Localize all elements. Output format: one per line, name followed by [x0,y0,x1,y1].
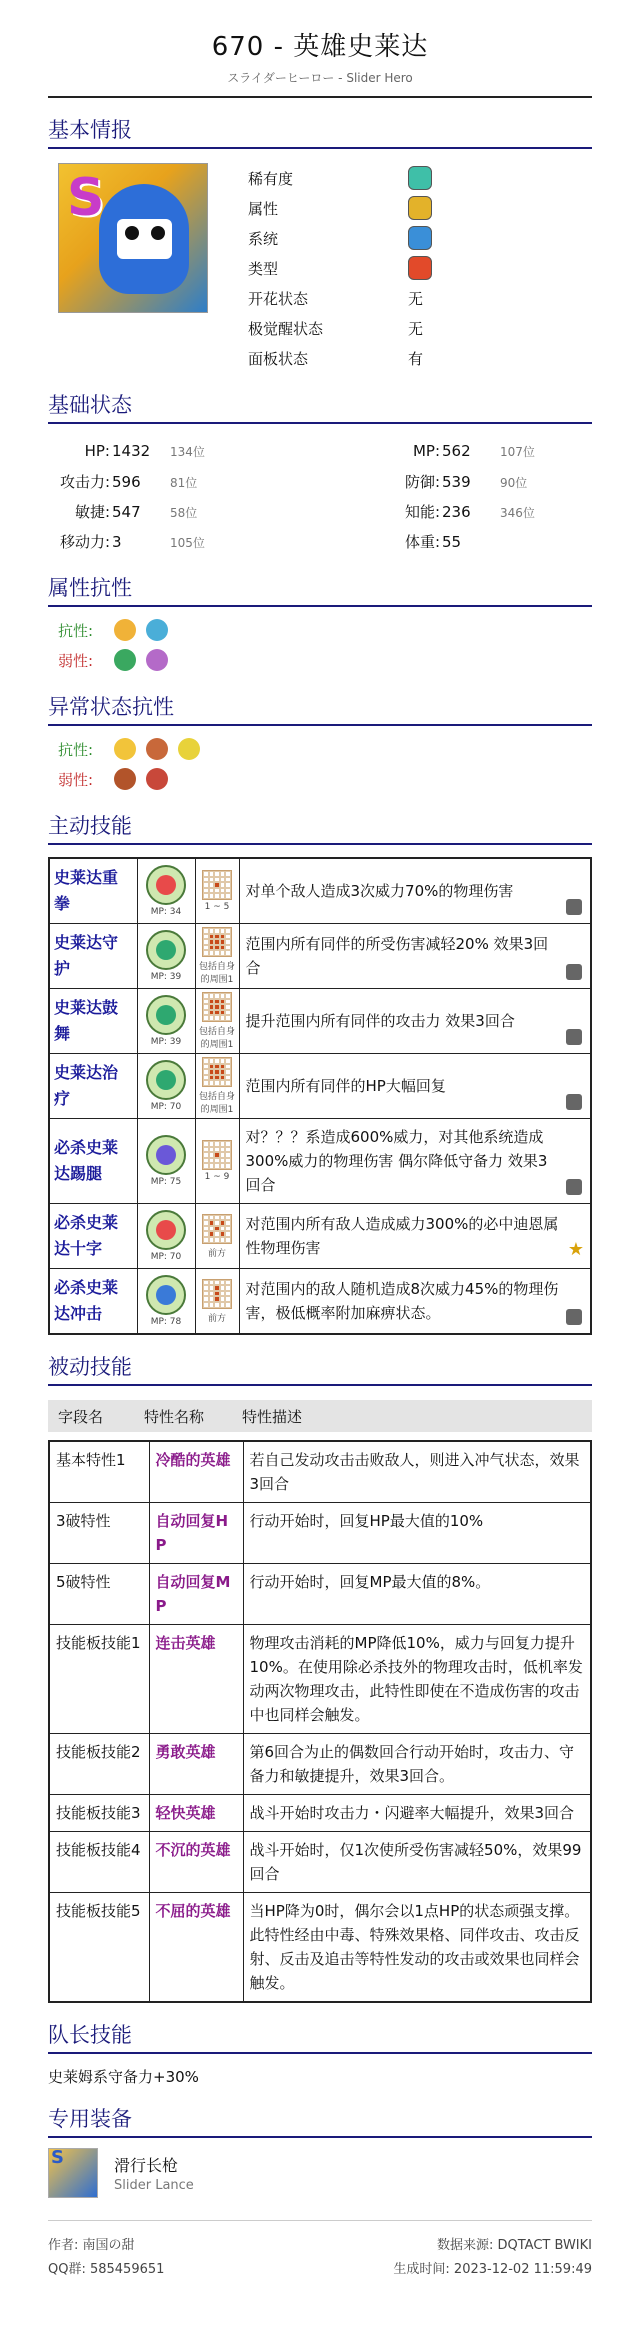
sleep-icon [178,738,200,760]
active-skill-row[interactable] [49,1269,591,1335]
stat-rank: 105位 [170,535,205,550]
basic-info-key: 极觉醒状态 [248,319,324,338]
active-skills-table [48,857,592,1335]
skill-range-cell [195,858,239,924]
stat-left [48,471,320,492]
stat-left [48,501,320,522]
basic-info-row [248,163,592,193]
basic-info-key: 稀有度 [248,169,294,188]
earth-icon [114,649,136,671]
footer-row [48,2255,592,2279]
stat-rank: 58位 [170,505,198,520]
passive-field: 技能板技能5 [49,1893,149,2003]
passive-header-field: 字段名 [58,1407,104,1426]
skill-orb-icon [146,865,186,905]
passive-desc: 战斗开始时，仅1次使所受伤害减轻50%，效果99回合 [243,1832,591,1893]
equipment-rank-letter: S [51,2147,64,2168]
skill-icon-cell [137,858,195,924]
skill-icon-cell [137,989,195,1054]
passive-name: 自动回复HP [149,1503,243,1564]
passive-header-name: 特性名称 [144,1407,205,1426]
basic-info-row [248,283,592,313]
stat-key: 敏捷: [74,502,110,521]
poison-icon [114,768,136,790]
skill-description: 范围内所有同伴的HP大幅回复 [239,1054,591,1119]
portrait-eye [125,226,139,240]
passive-skill-row [49,1441,591,1503]
passive-name: 自动回复MP [149,1564,243,1625]
page-subtitle: スライダーヒーロー - Slider Hero [227,71,413,85]
stat-rank: 134位 [170,445,205,459]
skill-name: 史莱达守护 [49,924,137,989]
footer-generated: 生成时间: 2023-12-02 11:59:49 [393,2261,592,2277]
stat-key: 防御: [404,472,440,491]
stat-key: 知能: [404,502,440,521]
skill-orb-core [156,875,176,895]
stat-key: MP: [412,442,440,460]
stats-row [48,466,592,496]
hexagon-icon [566,1309,582,1325]
section-status-res-label: 异常状态抗性 [48,695,174,719]
weak-label: 弱性: [58,770,94,789]
hexagon-icon [566,964,582,980]
basic-info-row [248,223,592,253]
basic-info-key: 类型 [248,259,279,278]
passive-field: 5破特性 [49,1564,149,1625]
passive-desc: 行动开始时，回复HP最大值的10% [243,1503,591,1564]
section-basic-heading [48,114,592,149]
passive-header-desc: 特性描述 [242,1407,303,1426]
element-resist-panel [48,615,592,675]
basic-info-list [248,163,592,373]
active-skill-row[interactable] [49,989,591,1054]
resist-label: 抗性: [58,740,94,759]
section-element-res-heading [48,572,592,607]
equipment-name: 滑行长枪 [114,2156,179,2175]
skill-orb-core [156,940,176,960]
passive-name: 连击英雄 [149,1625,243,1734]
stats-row [48,496,592,526]
section-element-res-label: 属性抗性 [48,576,132,600]
passive-field: 3破特性 [49,1503,149,1564]
section-active-label: 主动技能 [48,814,132,838]
skill-description: 对范围内所有敌人造成威力300%的必中迪恩属性物理伤害 ★ [239,1204,591,1269]
skill-mp: MP: 34 [150,907,182,917]
charm-icon [146,768,168,790]
basic-info-row [248,343,592,373]
stat-right [320,501,592,522]
star-icon: ★ [567,1239,584,1260]
confusion-icon [146,738,168,760]
skill-orb-core [156,1220,176,1240]
passive-skill-row [49,1832,591,1893]
skill-range-label: 前方 [207,1313,226,1324]
basic-info-panel [48,163,592,373]
section-equip-label: 专用装备 [48,2107,132,2131]
passive-skill-row [49,1734,591,1795]
skill-icon-cell [137,1204,195,1269]
section-leader-label: 队长技能 [48,2023,132,2047]
portrait-rank-letter: S [67,168,105,228]
ice-icon [146,619,168,641]
paralysis-icon [114,738,136,760]
skill-mp: MP: 39 [150,1037,182,1047]
stat-value: 539 [442,472,471,491]
section-active-heading [48,810,592,845]
passive-name: 冷酷的英雄 [149,1441,243,1503]
resist-label: 抗性: [58,621,94,640]
passive-skill-row [49,1564,591,1625]
skill-orb-core [156,1285,176,1305]
fire-icon [114,619,136,641]
system-icon [408,226,432,250]
passive-field: 技能板技能3 [49,1795,149,1832]
skill-name: 必杀史莱达踢腿 [49,1119,137,1204]
passive-field: 技能板技能1 [49,1625,149,1734]
range-grid-icon [202,1140,232,1170]
stat-value: 547 [112,502,141,521]
footer-qq: QQ群: 585459651 [48,2261,165,2277]
skill-description: 提升范围内所有同伴的攻击力 效果3回合 [239,989,591,1054]
skill-mp: MP: 78 [150,1317,182,1327]
section-stats-heading [48,389,592,424]
skill-name: 必杀史莱达冲击 [49,1269,137,1335]
stat-rank: 81位 [170,475,198,490]
hexagon-icon [566,1029,582,1045]
status-resist-panel [48,734,592,794]
range-grid-icon [202,1279,232,1309]
attribute-icon [408,196,432,220]
basic-info-row [248,253,592,283]
hexagon-icon [566,1094,582,1110]
stat-key: HP: [84,442,110,460]
stat-rank: 346位 [500,505,535,520]
footer-source: 数据来源: DQTACT BWIKI [436,2237,592,2253]
skill-description: 对单个敌人造成3次威力70%的物理伤害 [239,858,591,924]
title-divider [48,96,592,98]
passive-desc: 当HP降为0时，偶尔会以1点HP的状态顽强支撑。此特性经由中毒、特殊效果格、同伴攻击、攻击反射、反击及追击等特性发动的攻击或效果也同样会触发。 [243,1893,591,2003]
page-title: 670 - 英雄史莱达 [211,32,429,62]
stat-value: 55 [442,532,462,551]
skill-mp: MP: 70 [150,1252,182,1262]
passive-name: 勇敢英雄 [149,1734,243,1795]
skill-description: 对？？？系造成600%威力，对其他系统造成300%威力的物理伤害 偶尔降低守备力 效果3回合 [239,1119,591,1204]
passive-name: 不沉的英雄 [149,1832,243,1893]
passive-skill-row [49,1503,591,1564]
range-grid-icon [202,1057,232,1087]
active-skill-row[interactable] [49,1054,591,1119]
equipment-item [48,2148,592,2198]
stat-rank: 90位 [500,475,528,490]
equipment-name-en: Slider Lance [114,2178,194,2193]
skill-icon-cell [137,1119,195,1204]
basic-info-key: 属性 [248,199,279,218]
footer [48,2220,592,2279]
stat-left [48,442,320,460]
stat-value: 1432 [112,442,151,460]
range-grid-icon [202,992,232,1022]
section-stats-label: 基础状态 [48,393,132,417]
passive-skill-row [49,1795,591,1832]
stat-key: 攻击力: [59,472,110,491]
passive-field: 基本特性1 [49,1441,149,1503]
skill-mp: MP: 75 [150,1177,182,1187]
basic-info-row [248,193,592,223]
stat-right [320,442,592,460]
skill-range-label: 1 ~ 5 [204,902,230,912]
lance-icon [48,2148,98,2198]
basic-info-key: 开花状态 [248,289,309,308]
stat-key: 移动力: [59,532,110,551]
type-icon [408,256,432,280]
skill-range-label: 1 ~ 9 [204,1172,230,1182]
basic-info-row [248,313,592,343]
footer-author: 作者: 南国の甜 [48,2237,135,2253]
equipment-names [114,2153,194,2193]
skill-name: 史莱达鼓舞 [49,989,137,1054]
skill-range-cell [195,1204,239,1269]
section-passive-heading [48,1351,592,1386]
passive-desc: 战斗开始时攻击力・闪避率大幅提升，效果3回合 [243,1795,591,1832]
element-weak-row [48,645,592,675]
stat-left [48,531,320,552]
portrait-face [117,219,172,259]
active-skill-row[interactable] [49,924,591,989]
weak-label: 弱性: [58,651,94,670]
passive-desc: 若自己发动攻击击败敌人，则进入冲气状态，效果3回合 [243,1441,591,1503]
skill-range-label: 包括自身的周围1 [198,1027,235,1050]
hexagon-icon [566,899,582,915]
skill-orb-core [156,1070,176,1090]
skill-description: 对范围内的敌人随机造成8次威力45%的物理伤害，极低概率附加麻痹状态。 [239,1269,591,1335]
stat-value: 236 [442,502,471,521]
stat-value: 596 [112,472,141,491]
skill-range-cell [195,1054,239,1119]
range-grid-icon [202,870,232,900]
rarity-s-icon [408,166,432,190]
skill-description: 范围内所有同伴的所受伤害减轻20% 效果3回合 [239,924,591,989]
active-skill-row[interactable] [49,1119,591,1204]
passive-field: 技能板技能4 [49,1832,149,1893]
basic-info-key: 系统 [248,229,279,248]
passive-desc: 行动开始时，回复MP最大值的8%。 [243,1564,591,1625]
passive-skill-row [49,1893,591,2003]
passive-skill-row [49,1625,591,1734]
monster-portrait [58,163,208,313]
stat-key: 体重: [404,532,440,551]
skill-mp: MP: 39 [150,972,182,982]
passive-name: 轻快英雄 [149,1795,243,1832]
portrait-eye [151,226,165,240]
active-skill-row[interactable] [49,858,591,924]
skill-range-cell [195,924,239,989]
section-passive-label: 被动技能 [48,1355,132,1379]
passive-header [48,1400,592,1432]
stats-row [48,436,592,466]
skill-name: 必杀史莱达十字 [49,1204,137,1269]
skill-name: 史莱达治疗 [49,1054,137,1119]
hexagon-icon [566,1179,582,1195]
skill-icon-cell [137,1054,195,1119]
section-equip-heading [48,2103,592,2138]
skill-orb-core [156,1005,176,1025]
skill-range-label: 包括自身的周围1 [198,962,235,985]
stat-rank: 107位 [500,445,535,459]
basic-info-key: 面板状态 [248,349,309,368]
status-resist-row [48,734,592,764]
skill-icon-cell [137,924,195,989]
skill-orb-icon [146,930,186,970]
skill-orb-icon [146,1275,186,1315]
stats-panel [48,436,592,556]
passive-name: 不屈的英雄 [149,1893,243,2003]
skill-orb-core [156,1145,176,1165]
skill-range-label: 前方 [207,1248,226,1259]
passive-desc: 第6回合为止的偶数回合行动开始时，攻击力、守备力和敏捷提升，效果3回合。 [243,1734,591,1795]
dark-icon [146,649,168,671]
section-status-res-heading [48,691,592,726]
passive-panel [48,1400,592,2003]
skill-range-cell [195,1269,239,1335]
skill-orb-icon [146,1135,186,1175]
skill-mp: MP: 70 [150,1102,182,1112]
skill-orb-icon [146,1210,186,1250]
active-skill-row[interactable] [49,1204,591,1269]
stat-right [320,471,592,492]
range-grid-icon [202,1214,232,1244]
skill-range-cell [195,1119,239,1204]
range-grid-icon [202,927,232,957]
skill-orb-icon [146,1060,186,1100]
skill-range-cell [195,989,239,1054]
basic-info-value: 有 [408,349,424,368]
passive-skills-table [48,1440,592,2003]
skill-orb-icon [146,995,186,1035]
leader-skill-text: 史莱姆系守备力+30% [48,2068,199,2086]
section-basic-label: 基本情报 [48,118,132,142]
stat-value: 3 [112,532,122,551]
stat-value: 562 [442,442,471,460]
skill-icon-cell [137,1269,195,1335]
status-weak-row [48,764,592,794]
passive-field: 技能板技能2 [49,1734,149,1795]
basic-info-value: 无 [408,319,424,338]
basic-info-value: 无 [408,289,424,308]
stats-row [48,526,592,556]
element-resist-row [48,615,592,645]
skill-range-label: 包括自身的周围1 [198,1092,235,1115]
footer-row [48,2231,592,2255]
passive-desc: 物理攻击消耗的MP降低10%，威力与回复力提升10%。在使用除必杀技外的物理攻击时，低机率发动两次物理攻击，此特性即使在不造成伤害的攻击中也同样会触发。 [243,1625,591,1734]
stat-right [320,531,592,552]
section-leader-heading [48,2019,592,2054]
skill-name: 史莱达重拳 [49,858,137,924]
